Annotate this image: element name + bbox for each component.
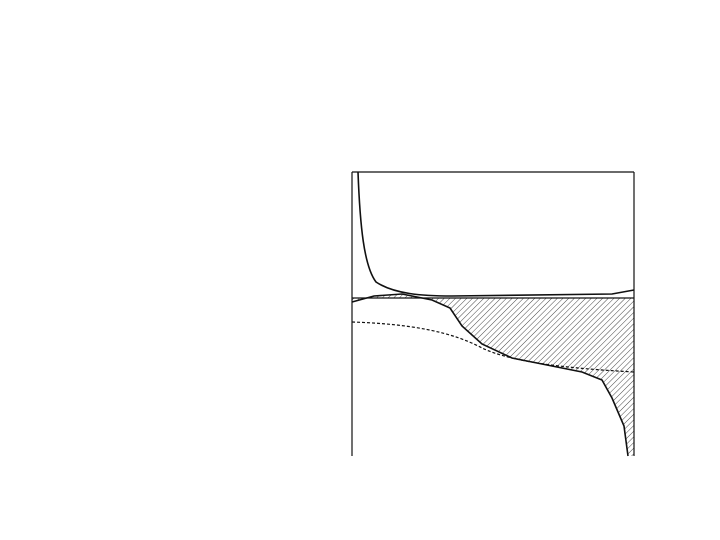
hypsographic-curve-figure xyxy=(312,136,668,462)
spiral-binding xyxy=(0,0,60,540)
dashed-divider xyxy=(88,124,700,134)
